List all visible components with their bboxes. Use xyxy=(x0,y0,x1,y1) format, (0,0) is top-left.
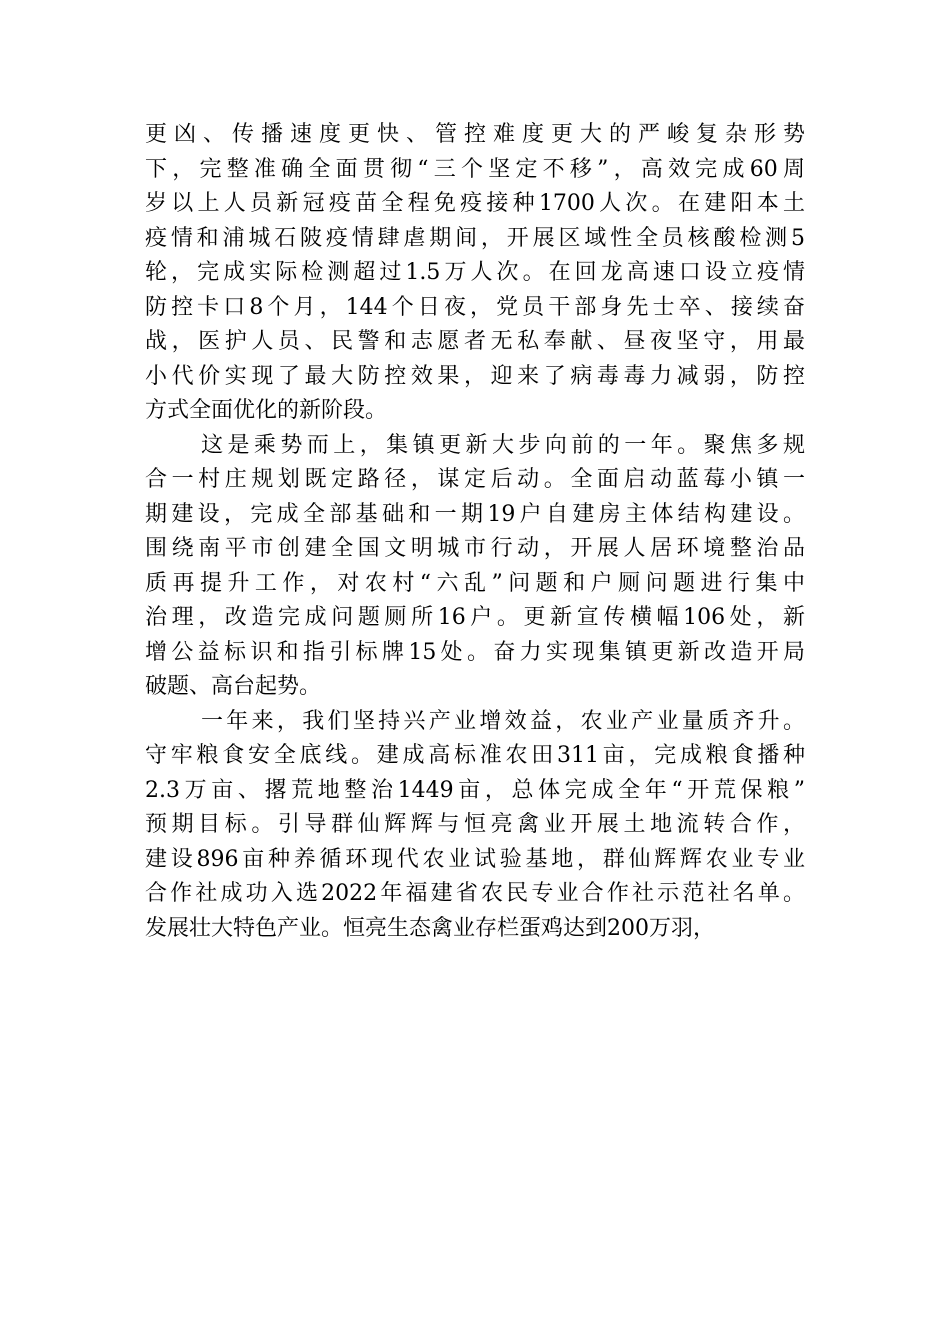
paragraph-line: 疫情和浦城石陂疫情肆虐期间，开展区域性全员核酸检测5 xyxy=(145,225,805,251)
paragraph-line: 岁以上人员新冠疫苗全程免疫接种1700人次。在建阳本土 xyxy=(145,191,805,216)
paragraph-line: 破题、高台起势。 xyxy=(145,674,322,699)
paragraph-3 xyxy=(145,705,805,947)
paragraph-line: 这是乘势而上，集镇更新大步向前的一年。聚焦多规 xyxy=(201,432,805,458)
paragraph-line: 围绕南平市创建全国文明城市行动，开展人居环境整治品 xyxy=(145,536,805,561)
paragraph-line: 合作社成功入选2022年福建省农民专业合作社示范社名单。 xyxy=(145,881,805,906)
document-body xyxy=(145,118,805,946)
paragraph-line: 轮，完成实际检测超过1.5万人次。在回龙高速口设立疫情 xyxy=(145,260,805,285)
paragraph-line: 预期目标。引导群仙辉辉与恒亮禽业开展土地流转合作， xyxy=(145,812,805,837)
paragraph-line: 治理，改造完成问题厕所16户。更新宣传横幅106处，新 xyxy=(145,605,805,630)
paragraph-1 xyxy=(145,118,805,429)
paragraph-line: 合一村庄规划既定路径，谋定后动。全面启动蓝莓小镇一 xyxy=(145,467,805,492)
paragraph-line: 防控卡口8个月，144个日夜，党员干部身先士卒、接续奋 xyxy=(145,294,805,320)
paragraph-2 xyxy=(145,429,805,705)
paragraph-line: 下，完整准确全面贯彻“三个坚定不移”，高效完成60周 xyxy=(145,156,805,182)
paragraph-line: 战，医护人员、民警和志愿者无私奉献、昼夜坚守，用最 xyxy=(145,329,805,354)
paragraph-line: 增公益标识和指引标牌15处。奋力实现集镇更新改造开局 xyxy=(145,639,805,665)
paragraph-line: 一年来，我们坚持兴产业增效益，农业产业量质齐升。 xyxy=(201,708,805,734)
paragraph-line: 2.3万亩、撂荒地整治1449亩，总体完成全年“开荒保粮” xyxy=(145,777,805,803)
paragraph-line: 小代价实现了最大防控效果，迎来了病毒毒力减弱，防控 xyxy=(145,363,805,389)
paragraph-line: 更凶、传播速度更快、管控难度更大的严峻复杂形势 xyxy=(145,122,805,147)
paragraph-line: 发展壮大特色产业。恒亮生态禽业存栏蛋鸡达到200万羽， xyxy=(145,915,715,941)
paragraph-line: 期建设，完成全部基础和一期19户自建房主体结构建设。 xyxy=(145,501,805,527)
paragraph-line: 守牢粮食安全底线。建成高标准农田311亩，完成粮食播种 xyxy=(145,743,805,768)
paragraph-line: 建设896亩种养循环现代农业试验基地，群仙辉辉农业专业 xyxy=(145,846,805,872)
paragraph-line: 方式全面优化的新阶段。 xyxy=(145,398,388,423)
paragraph-line: 质再提升工作，对农村“六乱”问题和户厕问题进行集中 xyxy=(145,570,805,596)
